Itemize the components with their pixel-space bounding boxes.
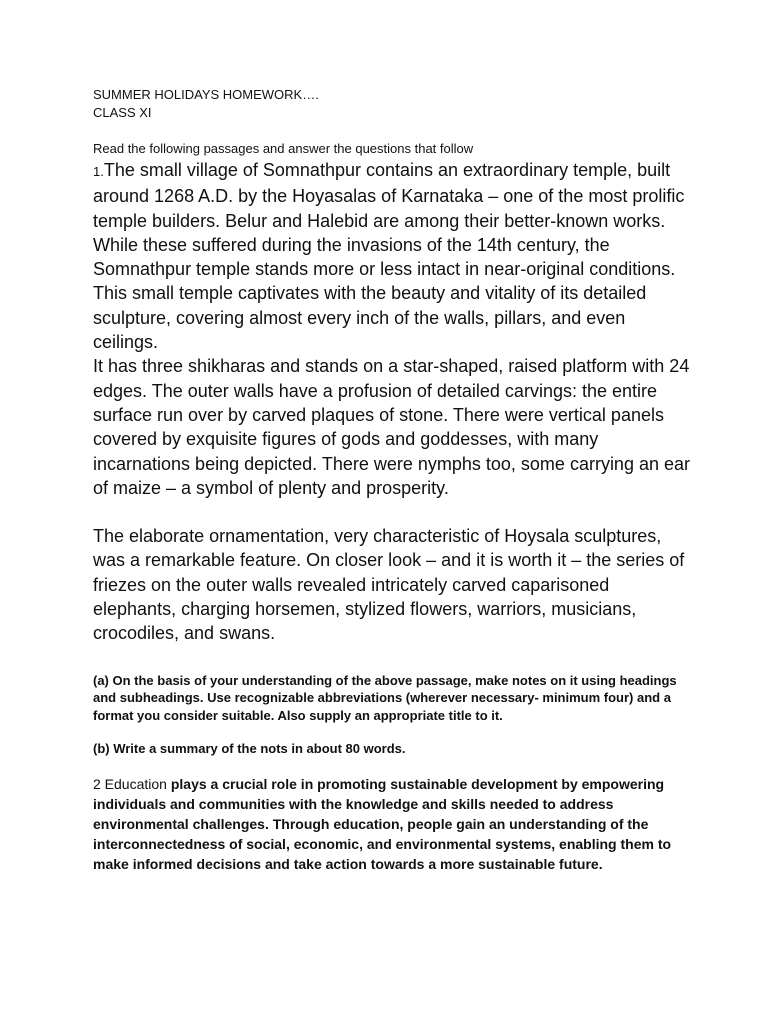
document-page [93, 86, 693, 889]
passage-1-paragraph-1 [93, 158, 693, 354]
paragraph-gap [93, 500, 693, 524]
question-2-lead: 2 Education [93, 775, 167, 792]
passage-1-paragraph-1-text: The small village of Somnathpur contains an extraordinary temple, built around 1268 A.D. by the Hoyasalas of Karnataka – one of the most prolific temple builders. Belur and Halebid are among their better-known works. While these suffered during the invasions of the 14th century, the Somnathpur temple stands more or less intact in near-original conditions. This small temple captivates with the beauty and vitality of its detailed sculpture, covering almost every inch of the walls, pillars, and even ceilings. [93, 160, 685, 353]
question-number-1: 1. [93, 164, 104, 179]
passage-1-paragraph-1-continued: It has three shikharas and stands on a star-shaped, raised platform with 24 edges. The outer walls have a profusion of detailed carvings: the entire surface run over by carved plaques of stone. There were vertical panels covered by exquisite figures of gods and goddesses, with many incarnations being depicted. There were nymphs too, some carrying an ear of maize – a symbol of plenty and prosperity. [93, 356, 690, 498]
passage-1-paragraph-2: The elaborate ornamentation, very characteristic of Hoysala sculptures, was a remarkable feature. On closer look – and it is worth it – the series of friezes on the outer walls revealed intricately carved caparisoned elephants, charging horsemen, stylized flowers, warriors, musicians, crocodiles, and swans. [93, 526, 685, 644]
class-label: CLASS XI [93, 105, 152, 120]
question-1-part-b: (b) Write a summary of the nots in about 80 words. [93, 741, 406, 757]
question-1-part-a: (a) On the basis of your understanding of the above passage, make notes on it using headings and subheadings. Use recognizable abbreviations (wherever necessary- minimum four) and a format you consider suitable. Also supply an appropriate title to it. [93, 672, 677, 723]
instructions: Read the following passages and answer the questions that follow [93, 141, 474, 156]
question-2-passage [93, 774, 693, 875]
question-2-text: plays a crucial role in promoting sustainable development by empowering individuals and communities with the knowledge and skills needed to address environmental challenges. Through education, people gain an understanding of the interconnectedness of social, economic, and environmental systems, enabling them to make informed decisions and take action towards a more sustainable future. [93, 775, 672, 873]
homework-title: SUMMER HOLIDAYS HOMEWORK…. [93, 87, 319, 102]
